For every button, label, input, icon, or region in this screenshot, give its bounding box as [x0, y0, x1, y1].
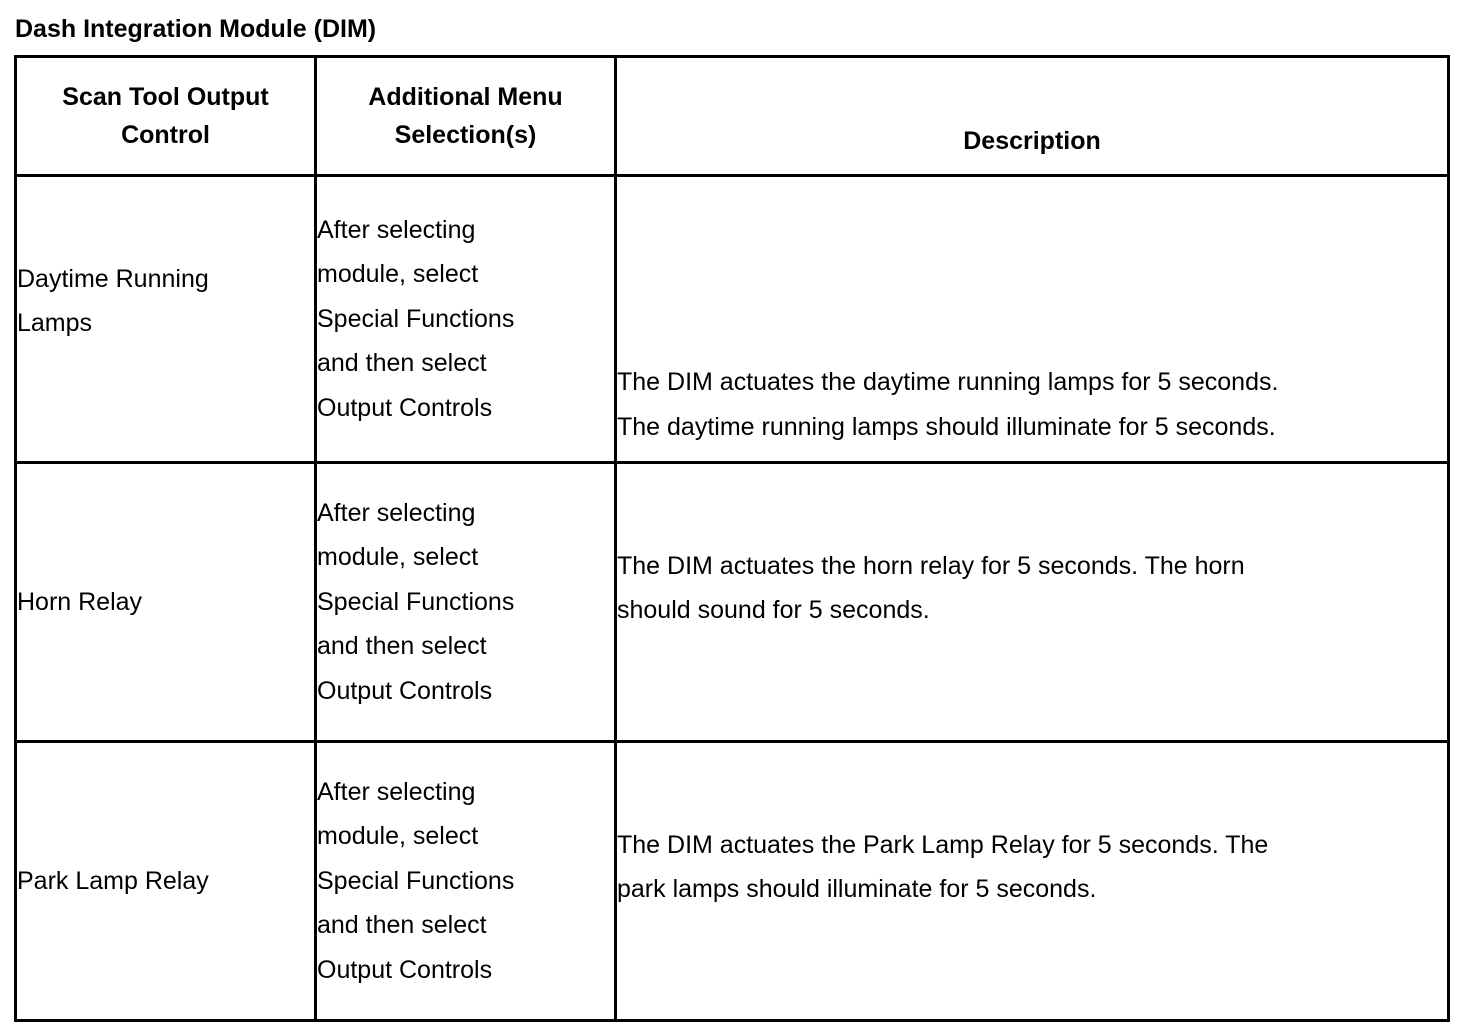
output-controls-table	[14, 55, 1450, 1022]
cell-line: and then select	[317, 911, 487, 940]
cell-line: module, select	[317, 543, 479, 572]
header-scan-tool-output-control	[16, 57, 316, 176]
cell-output-control	[16, 742, 316, 1021]
cell-line: After selecting	[317, 498, 476, 527]
cell-line: Special Functions	[317, 866, 515, 895]
cell-menu-selection	[316, 742, 616, 1021]
header-line: Additional Menu	[368, 83, 563, 111]
cell-line: park lamps should illuminate for 5 seconds.	[617, 875, 1097, 903]
cell-line: Output Controls	[317, 393, 493, 422]
cell-line: Daytime Running	[17, 264, 209, 293]
cell-line: Lamps	[17, 309, 93, 337]
cell-line: Special Functions	[317, 304, 515, 333]
cell-line: and then select	[317, 349, 487, 378]
table-row	[16, 176, 1449, 463]
cell-line: Horn Relay	[17, 587, 143, 616]
header-line: Control	[121, 121, 210, 149]
cell-line: module, select	[317, 260, 479, 289]
cell-line: The DIM actuates the daytime running lamps for 5 seconds.	[617, 368, 1279, 396]
cell-menu-selection	[316, 463, 616, 742]
document-title: Dash Integration Module (DIM)	[15, 15, 377, 43]
cell-line: should sound for 5 seconds.	[617, 596, 930, 624]
cell-line: Output Controls	[317, 676, 493, 705]
cell-line: module, select	[317, 822, 479, 851]
header-description	[616, 57, 1449, 176]
cell-menu-selection	[316, 176, 616, 463]
cell-line: After selecting	[317, 215, 476, 244]
cell-description	[616, 742, 1449, 1021]
table-row	[16, 463, 1449, 742]
cell-line: and then select	[317, 632, 487, 661]
cell-description	[616, 463, 1449, 742]
cell-line: Special Functions	[317, 587, 515, 616]
cell-line: Output Controls	[317, 955, 493, 984]
table-row	[16, 742, 1449, 1021]
header-line: Description	[963, 127, 1101, 155]
header-line: Scan Tool Output	[62, 83, 269, 111]
cell-line: The daytime running lamps should illuminate for 5 seconds.	[617, 412, 1276, 441]
cell-line: The DIM actuates the horn relay for 5 seconds. The horn	[617, 551, 1245, 580]
cell-output-control	[16, 463, 316, 742]
cell-description	[616, 176, 1449, 463]
cell-output-control	[16, 176, 316, 463]
header-line: Selection(s)	[394, 121, 537, 149]
table-header-row	[16, 57, 1449, 176]
cell-line: The DIM actuates the Park Lamp Relay for 5 seconds. The	[617, 830, 1269, 859]
cell-line: Park Lamp Relay	[17, 866, 209, 895]
cell-line: After selecting	[317, 777, 476, 806]
header-additional-menu-selections	[316, 57, 616, 176]
